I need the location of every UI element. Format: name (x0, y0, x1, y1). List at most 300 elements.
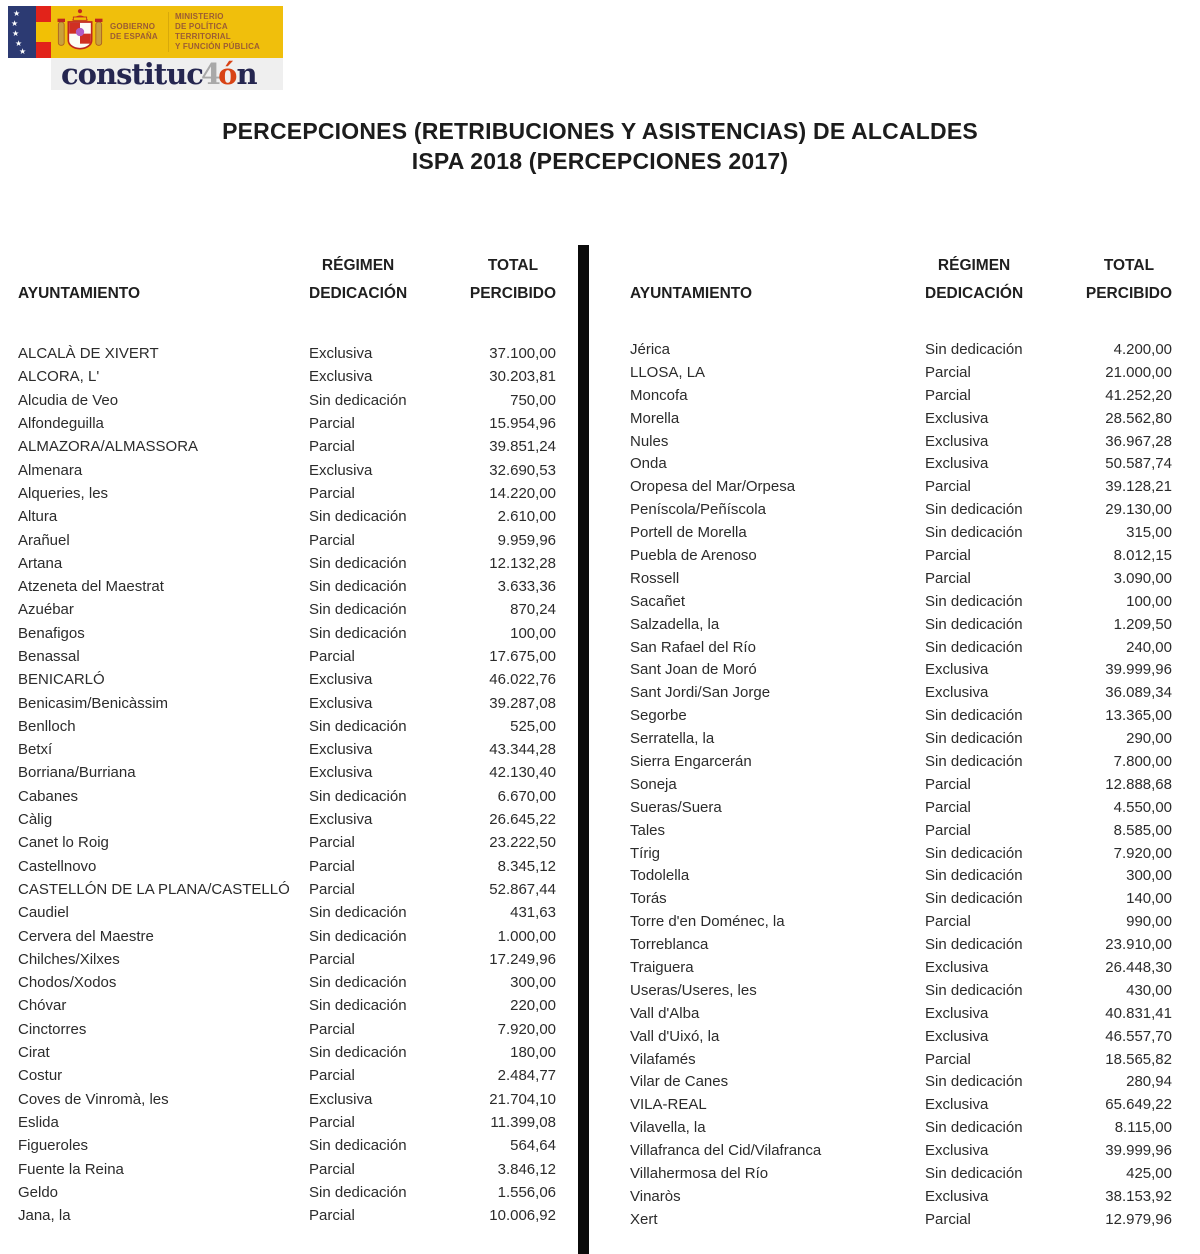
total-value: 21.000,00 (1105, 363, 1172, 381)
municipality-name: Oropesa del Mar/Orpesa (630, 478, 796, 496)
regimen-value: Sin dedicación (925, 981, 1023, 999)
table-row (630, 864, 1172, 887)
table-row (630, 773, 1172, 796)
total-value: 140,00 (1126, 890, 1172, 908)
municipality-name: Villahermosa del Río (630, 1165, 769, 1182)
regimen-value: Exclusiva (925, 1004, 989, 1022)
regimen-value: Sin dedicación (925, 867, 1023, 885)
total-value: 315,00 (1126, 524, 1172, 542)
table-row (630, 887, 1172, 910)
total-value: 12.888,68 (1105, 775, 1172, 793)
total-value: 32.690,53 (489, 461, 556, 479)
regimen-value: Exclusiva (925, 1027, 989, 1045)
municipality-name: Sacañet (630, 592, 686, 610)
municipality-name: Onda (630, 455, 667, 473)
municipality-name: Tales (630, 821, 666, 839)
regimen-value: Sin dedicación (925, 844, 1023, 862)
ministry-banner (51, 6, 283, 58)
total-value: 41.252,20 (1105, 386, 1172, 404)
regimen-value: Parcial (309, 1067, 355, 1085)
wordmark-text: constituc (61, 57, 203, 91)
municipality-name: Atzeneta del Maestrat (18, 578, 164, 596)
regimen-value: Sin dedicación (309, 1044, 407, 1062)
star-icon: ★ (13, 9, 21, 18)
table-row (18, 505, 556, 528)
total-value: 17.675,00 (489, 648, 556, 665)
table-row (18, 1181, 556, 1204)
total-value: 525,00 (510, 717, 556, 735)
regimen-value: Parcial (309, 648, 355, 665)
municipality-name: Vilavella, la (630, 1119, 706, 1137)
table-row (630, 384, 1172, 407)
total-value: 40.831,41 (1105, 1004, 1172, 1022)
header-ayuntamiento: AYUNTAMIENTO (630, 285, 753, 302)
municipality-name: Torreblanca (630, 936, 709, 954)
total-value: 220,00 (510, 997, 556, 1015)
municipality-name: Useras/Useres, les (630, 981, 757, 999)
table-row (18, 878, 556, 901)
table-row (630, 1071, 1172, 1094)
municipality-name: Arañuel (18, 531, 70, 549)
municipality-name: Morella (630, 409, 680, 427)
regimen-value: Exclusiva (309, 368, 373, 386)
table-row (630, 979, 1172, 1002)
total-value: 36.089,34 (1105, 684, 1172, 702)
table-row (18, 528, 556, 551)
regimen-value: Sin dedicación (925, 730, 1023, 748)
total-value: 431,63 (510, 904, 556, 922)
table-row (630, 796, 1172, 819)
header-regimen-dedicacion: RÉGIMEN DEDICACIÓN (309, 257, 408, 302)
municipality-name: Benicasim/Benicàssim (18, 694, 169, 712)
table-row (630, 636, 1172, 659)
table-row (630, 1093, 1172, 1116)
table-row (18, 1088, 556, 1111)
table-row (630, 613, 1172, 636)
total-value: 8.345,12 (497, 857, 556, 875)
banner-divider (168, 12, 169, 52)
total-value: 18.565,82 (1105, 1050, 1172, 1068)
total-value: 15.954,96 (489, 415, 556, 433)
regimen-value: Parcial (309, 484, 355, 502)
title-line-2: ISPA 2018 (PERCEPCIONES 2017) (411, 148, 789, 174)
regimen-value: Parcial (309, 1113, 355, 1131)
municipality-name: ALCALÀ DE XIVERT (18, 345, 159, 363)
regimen-value: Parcial (925, 798, 971, 816)
total-value: 2.484,77 (497, 1067, 556, 1085)
regimen-value: Exclusiva (309, 764, 373, 782)
constitucion-wordmark-strip (51, 58, 283, 90)
total-value: 300,00 (510, 974, 556, 992)
regimen-value: Sin dedicación (925, 340, 1023, 358)
total-value: 750,00 (510, 391, 556, 409)
municipality-name: Cabanes (18, 787, 79, 805)
regimen-value: Sin dedicación (309, 717, 407, 735)
municipality-name: San Rafael del Río (630, 638, 756, 656)
regimen-value: Exclusiva (925, 1142, 989, 1160)
table-row (18, 365, 556, 388)
total-value: 430,00 (1126, 981, 1172, 999)
star-icon: ★ (11, 19, 19, 28)
municipality-name: Todolella (630, 867, 690, 885)
wordmark-text: n (236, 57, 257, 91)
municipality-name: Coves de Vinromà, les (18, 1090, 169, 1108)
total-value: 29.130,00 (1105, 501, 1172, 519)
table-row (630, 704, 1172, 727)
star-icon: ★ (19, 47, 27, 56)
table-row (18, 1018, 556, 1041)
total-value: 52.867,44 (489, 880, 556, 898)
total-value: 180,00 (510, 1044, 556, 1062)
total-value: 8.585,00 (1113, 821, 1172, 839)
regimen-value: Exclusiva (925, 684, 989, 702)
municipality-name: Caudiel (18, 904, 69, 922)
table-row (630, 819, 1172, 842)
total-value: 30.203,81 (489, 368, 556, 386)
municipality-name: Almenara (18, 461, 83, 479)
municipality-name: Peníscola/Peñíscola (630, 501, 766, 519)
table-row (630, 475, 1172, 498)
regimen-value: Parcial (309, 531, 355, 549)
regimen-value: Exclusiva (925, 1187, 989, 1205)
table-row (18, 994, 556, 1017)
table-row (18, 1064, 556, 1087)
regimen-value: Parcial (925, 478, 971, 496)
municipality-name: Segorbe (630, 707, 687, 725)
total-value: 43.344,28 (489, 741, 556, 759)
table-row (18, 831, 556, 854)
total-value: 4.200,00 (1113, 340, 1172, 358)
total-value: 39.999,96 (1105, 661, 1172, 679)
municipality-name: Canet lo Roig (18, 834, 109, 852)
regimen-value: Parcial (309, 1020, 355, 1038)
table-row (18, 435, 556, 458)
municipality-name: Benafigos (18, 624, 85, 642)
regimen-value: Sin dedicación (309, 1137, 407, 1155)
municipality-name: Alqueries, les (18, 484, 109, 502)
municipality-name: Vall d'Uixó, la (630, 1027, 720, 1045)
total-value: 3.846,12 (497, 1160, 556, 1178)
table-row (630, 910, 1172, 933)
column-divider-bar (578, 245, 589, 1254)
wordmark-four: 4 (200, 57, 221, 91)
municipality-name: Sant Joan de Moró (630, 661, 757, 679)
municipality-name: VILA-REAL (630, 1096, 707, 1114)
municipality-name: Cervera del Maestre (18, 927, 154, 945)
total-value: 280,94 (1126, 1073, 1172, 1091)
table-row (18, 575, 556, 598)
right-table-header (630, 252, 1172, 308)
table-row (18, 1111, 556, 1134)
regimen-value: Parcial (925, 569, 971, 587)
regimen-value: Exclusiva (925, 1096, 989, 1114)
regimen-value: Parcial (925, 546, 971, 564)
table-row (630, 544, 1172, 567)
table-row (18, 715, 556, 738)
total-value: 17.249,96 (489, 950, 556, 968)
table-row (630, 521, 1172, 544)
total-value: 3.633,36 (497, 578, 556, 596)
municipality-name: Chilches/Xilxes (18, 950, 120, 968)
table-row (18, 1134, 556, 1157)
regimen-value: Sin dedicación (925, 524, 1023, 542)
table-row (18, 552, 556, 575)
total-value: 3.090,00 (1113, 569, 1172, 587)
regimen-value: Parcial (309, 880, 355, 898)
total-value: 36.967,28 (1105, 432, 1172, 450)
table-row (630, 590, 1172, 613)
total-value: 23.222,50 (489, 834, 556, 852)
municipality-name: Serratella, la (630, 730, 715, 748)
regimen-value: Sin dedicación (925, 615, 1023, 633)
total-value: 4.550,00 (1113, 798, 1172, 816)
municipality-name: Cirat (18, 1044, 50, 1062)
coat-of-arms-icon (55, 8, 105, 56)
spain-flag-strip (36, 6, 51, 58)
municipality-name: Costur (18, 1067, 63, 1085)
regimen-value: Exclusiva (925, 432, 989, 450)
regimen-value: Sin dedicación (925, 1119, 1023, 1137)
table-row (630, 452, 1172, 475)
regimen-value: Parcial (925, 821, 971, 839)
regimen-value: Sin dedicación (309, 508, 407, 526)
regimen-value: Sin dedicación (309, 601, 407, 619)
municipality-name: Chodos/Xodos (18, 974, 117, 992)
municipality-name: Sueras/Suera (630, 798, 722, 816)
municipality-name: Traiguera (630, 958, 694, 976)
header-regimen-dedicacion: RÉGIMEN DEDICACIÓN (925, 257, 1024, 302)
total-value: 38.153,92 (1105, 1187, 1172, 1205)
regimen-value: Exclusiva (309, 811, 373, 829)
municipality-name: CASTELLÓN DE LA PLANA/CASTELLÓ (18, 880, 290, 898)
table-row (18, 924, 556, 947)
regimen-value: Sin dedicación (309, 997, 407, 1015)
table-row (18, 1204, 556, 1227)
total-value: 26.645,22 (489, 811, 556, 829)
title-line-1: PERCEPCIONES (RETRIBUCIONES Y ASISTENCIAS) DE ALCALDES (222, 118, 978, 144)
eu-flag-strip (8, 6, 36, 58)
regimen-value: Exclusiva (925, 661, 989, 679)
total-value: 425,00 (1126, 1165, 1172, 1182)
regimen-value: Sin dedicación (309, 391, 407, 409)
table-row (630, 1208, 1172, 1231)
municipality-name: Nules (630, 432, 669, 450)
municipality-name: Geldo (18, 1183, 59, 1201)
star-icon: ★ (12, 29, 20, 38)
total-value: 11.399,08 (490, 1113, 556, 1131)
flag-red-band (36, 6, 51, 22)
regimen-value: Sin dedicación (309, 554, 407, 572)
total-value: 7.800,00 (1113, 752, 1172, 770)
table-row (630, 842, 1172, 865)
regimen-value: Sin dedicación (925, 501, 1023, 519)
table-row (630, 681, 1172, 704)
total-value: 240,00 (1126, 638, 1172, 656)
left-table-header (18, 252, 556, 308)
regimen-value: Sin dedicación (309, 787, 407, 805)
municipality-name: Benassal (18, 648, 80, 665)
left-table-body (18, 342, 556, 1227)
regimen-value: Sin dedicación (309, 974, 407, 992)
table-row (630, 1116, 1172, 1139)
municipality-name: Càlig (18, 811, 53, 829)
municipality-name: Torás (630, 890, 667, 908)
regimen-value: Parcial (309, 834, 355, 852)
regimen-value: Parcial (925, 775, 971, 793)
regimen-value: Exclusiva (309, 671, 373, 689)
regimen-value: Sin dedicación (925, 752, 1023, 770)
municipality-name: Jana, la (18, 1207, 71, 1225)
table-row (18, 622, 556, 645)
municipality-name: BENICARLÓ (18, 671, 105, 689)
table-row (630, 1185, 1172, 1208)
regimen-value: Exclusiva (309, 741, 373, 759)
flag-yellow-band (36, 22, 51, 42)
total-value: 12.979,96 (1105, 1210, 1172, 1228)
total-value: 6.670,00 (497, 787, 556, 805)
table-row (18, 738, 556, 761)
table-row (18, 761, 556, 784)
regimen-value: Exclusiva (309, 461, 373, 479)
table-row (630, 430, 1172, 453)
regimen-value: Parcial (925, 1210, 971, 1228)
regimen-value: Sin dedicación (309, 927, 407, 945)
municipality-name: Eslida (18, 1113, 59, 1131)
total-value: 65.649,22 (1105, 1096, 1172, 1114)
municipality-name: Chóvar (18, 997, 67, 1015)
total-value: 50.587,74 (1105, 455, 1172, 473)
municipality-name: Figueroles (18, 1137, 89, 1155)
municipality-name: Puebla de Arenoso (630, 546, 757, 564)
municipality-name: Borriana/Burriana (18, 764, 136, 782)
total-value: 23.910,00 (1105, 936, 1172, 954)
table-row (630, 1162, 1172, 1185)
table-row (630, 1048, 1172, 1071)
municipality-name: Portell de Morella (630, 524, 747, 542)
total-value: 8.115,00 (1114, 1119, 1172, 1137)
total-value: 46.557,70 (1105, 1027, 1172, 1045)
regimen-value: Parcial (309, 950, 355, 968)
municipality-name: Azuébar (18, 601, 74, 619)
total-value: 290,00 (1126, 730, 1172, 748)
right-table (630, 252, 1172, 1231)
table-row (18, 971, 556, 994)
table-row (18, 901, 556, 924)
regimen-value: Parcial (309, 857, 355, 875)
regimen-value: Sin dedicación (925, 1165, 1023, 1182)
table-row (18, 1041, 556, 1064)
total-value: 9.959,96 (497, 531, 556, 549)
table-row (630, 750, 1172, 773)
municipality-name: Fuente la Reina (18, 1160, 124, 1178)
total-value: 37.100,00 (489, 345, 556, 363)
total-value: 21.704,10 (489, 1090, 556, 1108)
regimen-value: Sin dedicación (925, 638, 1023, 656)
regimen-value: Exclusiva (309, 345, 373, 363)
municipality-name: Soneja (630, 775, 677, 793)
table-row (18, 785, 556, 808)
total-value: 39.128,21 (1105, 478, 1172, 496)
regimen-value: Exclusiva (925, 958, 989, 976)
flag-red-band (36, 42, 51, 58)
municipality-name: Benlloch (18, 717, 76, 735)
total-value: 39.851,24 (489, 438, 556, 456)
regimen-value: Sin dedicación (925, 707, 1023, 725)
regimen-value: Sin dedicación (309, 904, 407, 922)
table-row (18, 1157, 556, 1180)
regimen-value: Exclusiva (925, 455, 989, 473)
header-total-percibido: TOTAL PERCIBIDO (469, 257, 556, 302)
table-row (630, 658, 1172, 681)
table-row (630, 727, 1172, 750)
regimen-value: Parcial (309, 415, 355, 433)
table-row (18, 645, 556, 668)
regimen-value: Sin dedicación (925, 936, 1023, 954)
ministerio-label: MINISTERIO DE POLÍTICA TERRITORIAL Y FUNCIÓN PÚBLICA (175, 12, 261, 51)
total-value: 1.209,50 (1113, 615, 1172, 633)
municipality-name: LLOSA, LA (630, 363, 706, 381)
table-row (18, 482, 556, 505)
regimen-value: Parcial (925, 913, 971, 931)
table-row (18, 855, 556, 878)
regimen-value: Sin dedicación (309, 624, 407, 642)
table-row (18, 808, 556, 831)
total-value: 1.556,06 (497, 1183, 556, 1201)
municipality-name: Sant Jordi/San Jorge (630, 684, 771, 702)
total-value: 12.132,28 (489, 554, 556, 572)
table-row (630, 956, 1172, 979)
total-value: 300,00 (1126, 867, 1172, 885)
municipality-name: Xert (630, 1210, 658, 1228)
municipality-name: Moncofa (630, 386, 688, 404)
municipality-name: Artana (18, 554, 63, 572)
municipality-name: ALCORA, L' (18, 368, 100, 386)
municipality-name: Tírig (630, 844, 660, 862)
regimen-value: Parcial (309, 438, 355, 456)
total-value: 10.006,92 (489, 1207, 556, 1225)
table-row (630, 361, 1172, 384)
regimen-value: Sin dedicación (925, 1073, 1023, 1091)
municipality-name: Altura (18, 508, 58, 526)
municipality-name: ALMAZORA/ALMASSORA (18, 438, 199, 456)
table-row (18, 668, 556, 691)
regimen-value: Exclusiva (309, 694, 373, 712)
table-row (630, 498, 1172, 521)
page-title (0, 116, 1200, 176)
total-value: 564,64 (510, 1137, 556, 1155)
table-row (630, 407, 1172, 430)
table-row (630, 338, 1172, 361)
municipality-name: Torre d'en Doménec, la (630, 913, 785, 931)
total-value: 8.012,15 (1113, 546, 1172, 564)
municipality-name: Cinctorres (18, 1020, 87, 1038)
municipality-name: Vall d'Alba (630, 1004, 700, 1022)
total-value: 7.920,00 (1113, 844, 1172, 862)
regimen-value: Parcial (925, 1050, 971, 1068)
total-value: 870,24 (510, 601, 556, 619)
municipality-name: Vilafamés (630, 1050, 696, 1068)
total-value: 28.562,80 (1105, 409, 1172, 427)
total-value: 7.920,00 (497, 1020, 556, 1038)
total-value: 1.000,00 (497, 927, 556, 945)
total-value: 39.287,08 (489, 694, 556, 712)
regimen-value: Exclusiva (309, 1090, 373, 1108)
constitucion-wordmark (61, 59, 257, 89)
table-row (630, 1025, 1172, 1048)
total-value: 2.610,00 (497, 508, 556, 526)
municipality-name: Castellnovo (18, 857, 97, 875)
right-table-body (630, 338, 1172, 1231)
